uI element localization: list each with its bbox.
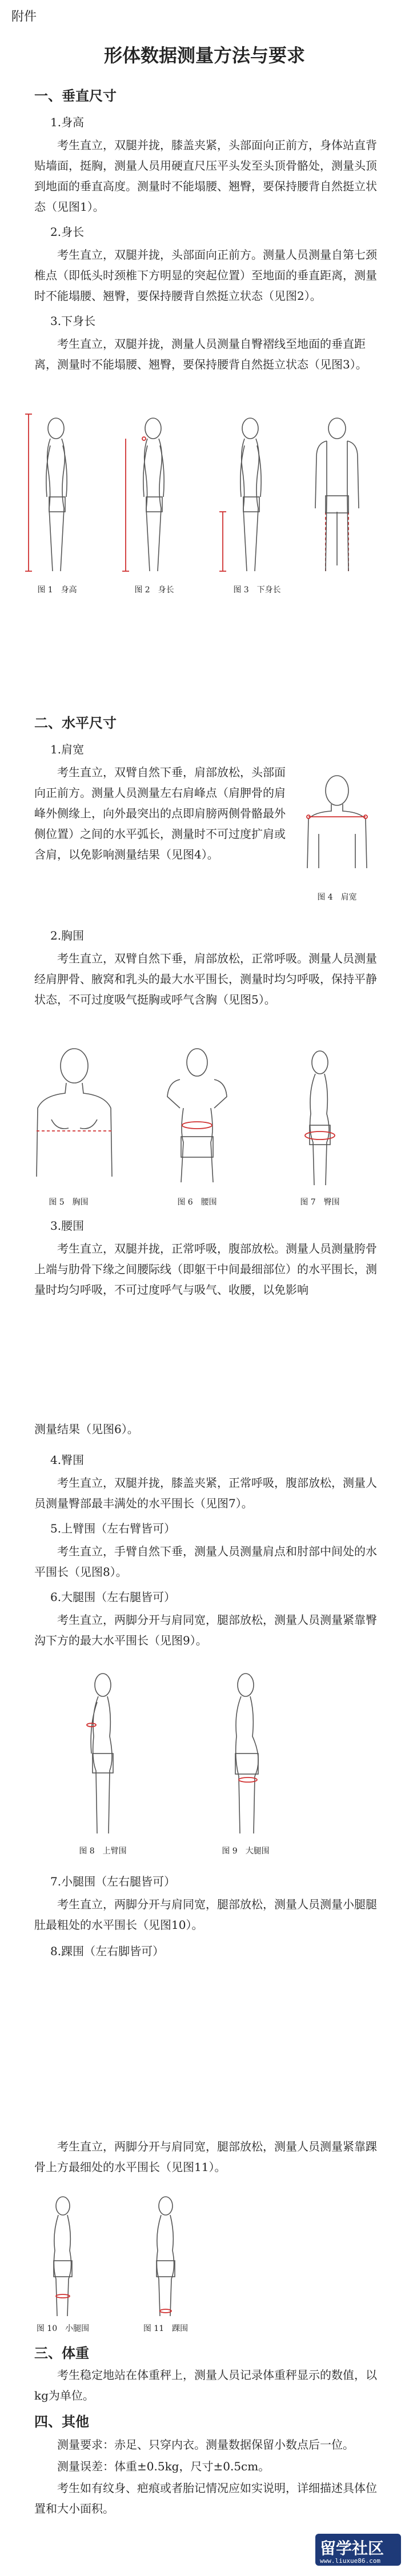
figure-11-caption: 图 11 踝围: [143, 2324, 189, 2333]
figure-horizontal-row-2: [69, 1668, 320, 1839]
item-calf-text: 考生直立，两脚分开与肩同宽，腿部放松，测量人员测量小腿腿肚最粗处的水平围长（见图10）。: [34, 1897, 377, 1932]
item-chest-title: 2.胸围: [50, 929, 85, 942]
figure-5-chest: [37, 1049, 112, 1177]
item-lower-length-text: 考生直立，双腿并拢，测量人员测量自臀褶线至地面的垂直距离，测量时不能塌腰、翘臀，要保持腰背自然挺立状态（见图3）。: [34, 337, 367, 371]
item-upper-arm-text: 考生直立，手臂自然下垂，测量人员测量肩点和肘部中间处的水平围长（见图8）。: [34, 1544, 377, 1579]
section-heading-vertical: 一、垂直尺寸: [34, 88, 117, 104]
figure-2-caption: 图 2 身长: [134, 585, 174, 595]
figure-horizontal-row-3: [23, 2193, 251, 2319]
logo-url: www.liuxue86.com: [320, 2557, 380, 2565]
item-lower-length-title: 3.下身长: [50, 314, 96, 328]
item-shoulder-text: 考生直立，双臂自然下垂，肩部放松，头部面向正前方。测量人员测量左右肩峰点（肩胛骨的肩峰外侧缘上，向外最突出的点即肩膀两侧骨骼最外侧位置）之间的水平弧长，测量时不可过度扩肩或含肩，以免影响测量结果（见图4）。: [34, 765, 286, 861]
item-ankle-text: 考生直立，两脚分开与肩同宽，腿部放松，测量人员测量紧靠踝骨上方最细处的水平围长（见图11）。: [34, 2140, 377, 2174]
figure-8-upper-arm: [87, 1674, 113, 1833]
figure-10-caption: 图 10 小腿围: [36, 2324, 90, 2333]
item-chest-text: 考生直立，双臂自然下垂，肩部放松，正常呼吸。测量人员测量经肩胛骨、腋窝和乳头的最大水平围长，测量时均匀呼吸，保持平静状态，不可过度吸气挺胸或呼气含胸（见图5）。: [34, 952, 377, 1006]
figure-5-caption: 图 5 胸围: [49, 1198, 89, 1207]
item-height-text: 考生直立，双腿并拢，膝盖夹紧，头部面向正前方，身体站直背贴墙面，挺胸，测量人员用硬直尺压平头发至头顶骨骼处，测量头顶到地面的垂直高度。测量时不能塌腰、翘臀，要保持腰背自然挺立状态（见图1）。: [34, 138, 377, 214]
figure-3-caption: 图 3 下身长: [233, 585, 281, 595]
figure-11-ankle: [157, 2197, 175, 2316]
item-waist-text: 考生直立，双腿并拢，正常呼吸，腹部放松。测量人员测量胯骨上端与肋骨下缘之间腰际线（即躯干中间最细部位）的水平围长，测量时均匀呼吸，不可过度呼气与吸气、收腰，以免影响: [34, 1242, 377, 1297]
figure-7-hip: [305, 1051, 335, 1185]
figure-2-length: [122, 418, 164, 571]
figure-6-waist: [167, 1049, 227, 1182]
section-heading-horizontal: 二、水平尺寸: [34, 715, 117, 731]
item-thigh-text: 考生直立，两脚分开与肩同宽，腿部放松，测量人员测量紧靠臀沟下方的最大水平围长（见图9）。: [34, 1613, 377, 1647]
item-body-length-title: 2.身长: [50, 225, 85, 239]
item-height-title: 1.身高: [50, 115, 85, 129]
item-shoulder-title: 1.肩宽: [50, 743, 85, 756]
figure-8-caption: 图 8 上臂围: [79, 1847, 127, 1856]
item-waist-text-cont: 测量结果（见图6）。: [34, 1422, 139, 1436]
figure-6-caption: 图 6 腰围: [177, 1198, 217, 1207]
figure-1-caption: 图 1 身高: [37, 585, 77, 595]
weight-text: 考生稳定地站在体重秤上，测量人员记录体重秤显示的数值，以kg为单位。: [34, 2368, 377, 2402]
site-logo: [315, 2534, 401, 2566]
section-heading-other: 四、其他: [34, 2414, 89, 2430]
figure-4-caption: 图 4 肩宽: [317, 893, 357, 902]
figure-3-lower-length: [219, 418, 261, 571]
item-upper-arm-title: 5.上臂围（左右臂皆可）: [50, 1522, 176, 1535]
figure-vertical-row: [23, 411, 388, 577]
figure-9-caption: 图 9 大腿围: [222, 1847, 270, 1856]
figure-1-height: [25, 414, 67, 571]
attachment-label: 附件: [11, 10, 37, 24]
item-body-length-text: 考生直立，双腿并拢，头部面向正前方。测量人员测量自第七颈椎点（即低头时颈椎下方明显的突起位置）至地面的垂直距离，测量时不能塌腰、翘臀，要保持腰背自然挺立状态（见图2）。: [34, 248, 377, 303]
item-ankle-title: 8.踝围（左右脚皆可）: [50, 1944, 165, 1958]
figure-horizontal-row-1: [23, 1045, 388, 1188]
figure-3-back-view: [315, 418, 359, 571]
other-tolerance-text: 测量误差：体重±0.5kg，尺寸±0.5cm。: [57, 2459, 270, 2473]
item-waist-title: 3.腰围: [50, 1219, 85, 1233]
other-tattoo-text: 考生如有纹身、疤痕或者胎记情况应如实说明，详细描述具体位置和大小面积。: [34, 2481, 377, 2515]
page-title: 形体数据测量方法与要求: [103, 45, 305, 66]
item-calf-title: 7.小腿围（左右腿皆可）: [50, 1875, 176, 1888]
figure-4-shoulder: [291, 771, 383, 874]
logo-text: 留学社区: [320, 2539, 384, 2558]
other-requirements-text: 测量要求：赤足、只穿内衣。测量数据保留小数点后一位。: [57, 2438, 354, 2451]
figure-10-calf: [54, 2197, 72, 2316]
figure-7-caption: 图 7 臀围: [300, 1198, 340, 1207]
item-hip-title: 4.臀围: [50, 1453, 85, 1467]
figure-9-thigh: [235, 1674, 258, 1833]
item-hip-text: 考生直立，双腿并拢，膝盖夹紧，正常呼吸，腹部放松，测量人员测量臀部最丰满处的水平围长（见图7）。: [34, 1476, 377, 1510]
section-heading-weight: 三、体重: [34, 2345, 89, 2361]
item-thigh-title: 6.大腿围（左右腿皆可）: [50, 1590, 176, 1604]
